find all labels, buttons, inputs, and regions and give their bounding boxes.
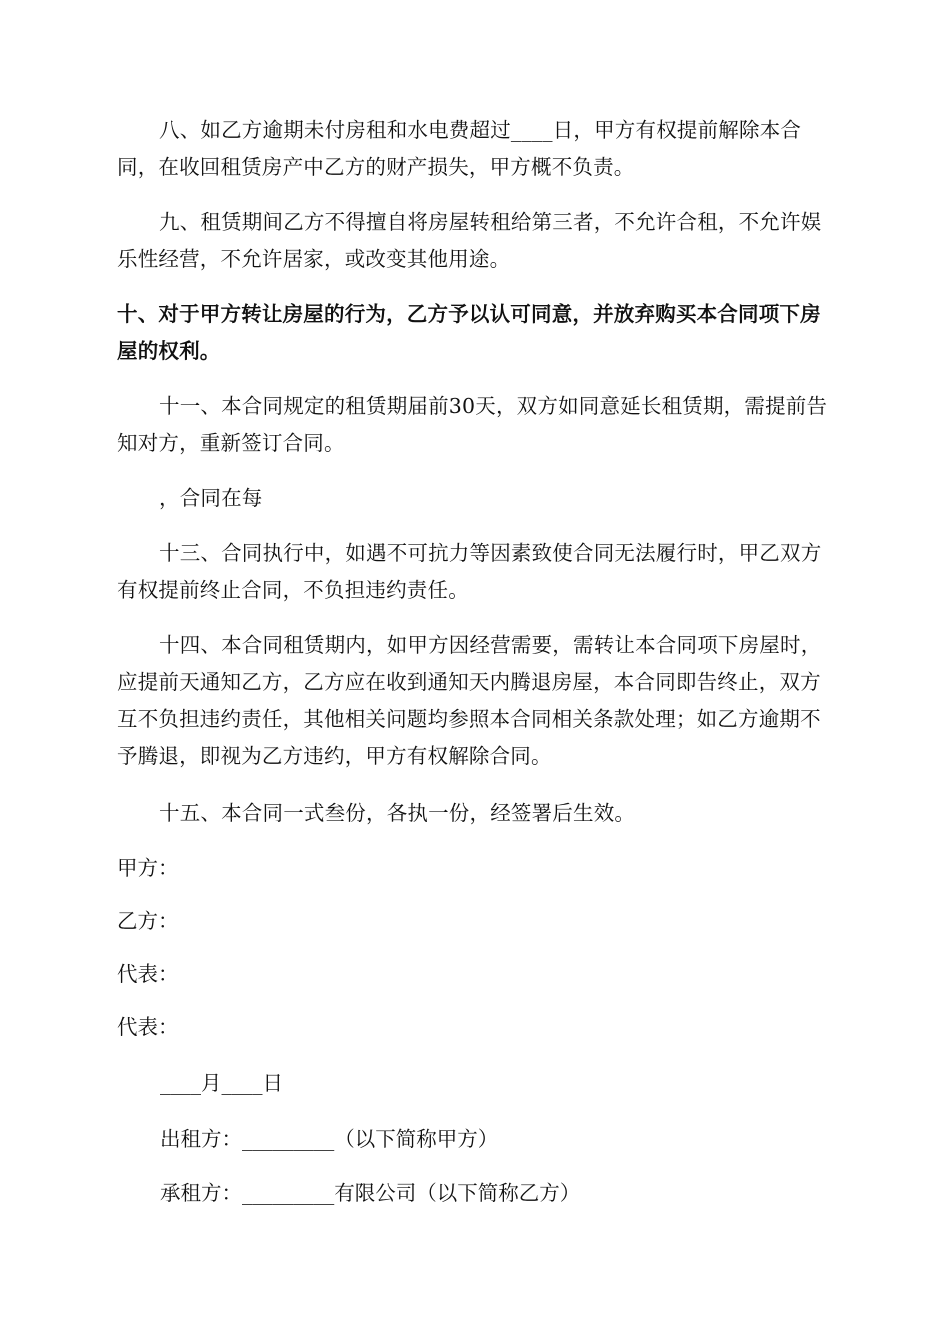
clause-13: 十三、合同执行中，如遇不可抗力等因素致使合同无法履行时，甲乙双方有权提前终止合同，不负担违约责任。 — [117, 541, 822, 602]
party-b-label: 乙方： — [117, 909, 179, 933]
representative-a-label: 代表： — [117, 962, 179, 986]
clause-10: 十、对于甲方转让房屋的行为，乙方予以认可同意，并放弃购买本合同项下房屋的权利。 — [117, 302, 821, 363]
party-a-label: 甲方： — [117, 856, 179, 880]
clause-8: 八、如乙方逾期未付房租和水电费超过____日，甲方有权提前解除本合同，在收回租赁房产中乙方的财产损失，甲方概不负责。 — [117, 118, 802, 179]
clause-11: 十一、本合同规定的租赁期届前30天，双方如同意延长租赁期，需提前告知对方，重新签订合同。 — [117, 394, 828, 455]
lessor-line: 出租方：_________（以下简称甲方） — [160, 1127, 499, 1151]
representative-b-label: 代表： — [117, 1015, 179, 1039]
clause-15: 十五、本合同一式叁份，各执一份，经签署后生效。 — [159, 801, 636, 825]
clause-12-fragment: ，合同在每 — [159, 486, 263, 510]
date-line: ____月____日 — [160, 1071, 283, 1095]
lessee-line: 承租方：_________有限公司（以下简称乙方） — [160, 1181, 581, 1205]
clause-9: 九、租赁期间乙方不得擅自将房屋转租给第三者，不允许合租，不允许娱乐性经营，不允许居家，或改变其他用途。 — [117, 210, 822, 271]
clause-14: 十四、本合同租赁期内，如甲方因经营需要，需转让本合同项下房屋时，应提前天通知乙方，乙方应在收到通知天内腾退房屋，本合同即告终止，双方互不负担违约责任，其他相关问题均参照本合同相关条款处理；如乙方逾期不予腾退，即视为乙方违约，甲方有权解除合同。 — [117, 633, 822, 768]
